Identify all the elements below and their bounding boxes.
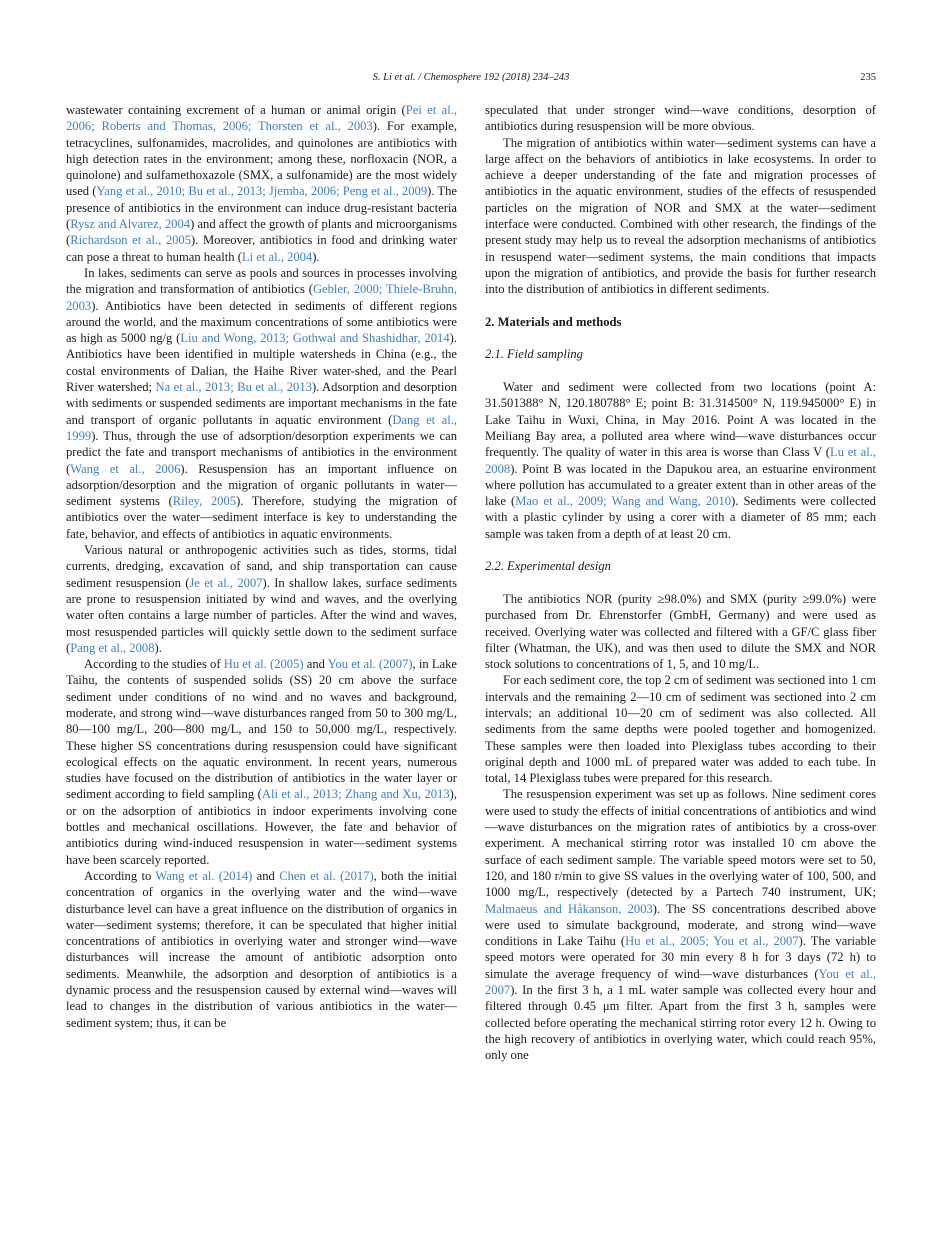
body-text: ). Thus, through the use of adsorption/desorption experiments we can predict the fate and transport mechanisms of antibiotics in the environment ( [66, 428, 457, 476]
body-text: ). [154, 640, 162, 655]
citation-link[interactable]: Malmaeus and Håkanson, 2003 [485, 901, 653, 916]
body-text: ). Point B was located in the Dapukou area, an estuarine environment where pollution has accumulated to a greater extent than in other areas of the lake ( [485, 461, 876, 509]
citation-link[interactable]: Richardson et al., 2005 [70, 233, 192, 248]
body-text: speculated that under stronger wind—wave conditions, desorption of antibiotics during resuspension will be more obvious. [485, 103, 876, 134]
paragraph [66, 656, 457, 868]
citation-link[interactable]: Wang et al., 2006 [70, 461, 181, 476]
body-text: For each sediment core, the top 2 cm of sediment was sectioned into 1 cm intervals and the remaining 2—10 cm of sediment was sectioned into 2 cm intervals; an additional 10—20 cm of sediment was also collected. All sediments from the same depths were pooled together and homogenized. These samples were then loaded into Plexiglass tubes according to their original depth and 1000 mL of prepared water was added to each tube. In total, 14 Plexiglass tubes were prepared for this research. [485, 673, 876, 786]
body-text: ). In shallow lakes, surface sediments are prone to resuspension initiated by wind and waves, and the overlying water often contains a large number of particles. After the wind and waves, most resuspended particles will quickly settle down to the sediment surface ( [66, 575, 457, 655]
paragraph [485, 102, 876, 135]
body-text: Various natural or anthropogenic activities such as tides, storms, tidal currents, dredging, excavation of sand, and ship transportation can cause sediment resuspension ( [66, 543, 457, 590]
body-text: ). The SS concentrations described above were used to simulate background, moderate, and strong wind—wave conditions in Lake Taihu ( [485, 901, 876, 949]
paragraph [485, 786, 876, 1063]
body-text: According to the studies of [84, 657, 224, 672]
body-text: ) and affect the growth of plants and microorganisms ( [66, 217, 457, 248]
citation-link[interactable]: Pang et al., 2008 [70, 640, 155, 655]
body-text: The resuspension experiment was set up as follows. Nine sediment cores were used to study the effects of initial concentrations of antibiotics and wind—wave disturbances on the migration rates of antibiotics by a cross-over experiment. A mechanical stirring rotor was installed 10 cm above the surface of each sediment sample. The variable speed motors were set to 50, 120, and 180 r/min to give SS values in the overlying water of 100, 500, and 1000 mg/L, respectively (detected by a Partech 740 instrument, UK; [485, 787, 876, 900]
citation-link[interactable]: Rysz and Alvarez, 2004 [70, 217, 191, 232]
body-text: ), or on the adsorption of antibiotics in indoor experiments involving cone bottles and mechanical oscillations. However, the fate and behavior of antibiotics during wind-induced resuspension in water—sediment systems have been scarcely reported. [66, 787, 457, 867]
page-number: 235 [860, 72, 876, 83]
paragraph [66, 542, 457, 656]
paragraph [485, 379, 876, 542]
citation-link[interactable]: Chen et al. (2017) [279, 868, 374, 883]
citation-link[interactable]: Riley, 2005 [172, 494, 237, 509]
paragraph [66, 102, 457, 265]
body-text: ). For example, tetracyclines, sulfonamides, macrolides, and quinolones are antibiotics with high detection rates in the environment; among these, norfloxacin (NOR, a quinolone) and sulfamethoxazole (SMX, a sulfonamide) are the most widely used ( [66, 119, 457, 199]
body-text: In lakes, sediments can serve as pools and sources in processes involving the migration and transformation of antibiotics ( [66, 265, 457, 297]
body-text: ). Therefore, studying the migration of antibiotics over the water—sediment interface is key to understanding the fate, behavior, and effects of antibiotics in aquatic environments. [66, 494, 458, 541]
citation-link[interactable]: Je et al., 2007 [189, 575, 263, 590]
body-text: The antibiotics NOR (purity ≥98.0%) and SMX (purity ≥99.0%) were purchased from Dr. Ehrenstorfer (GmbH, Germany) and were used as received. Overlying water was collected and filtered with a GF/C glass fiber filter (Whatman, the UK), and was then used to dilute the SMX and NOR stock solutions to concentrations of 1, 5, and 10 mg/L. [485, 591, 876, 672]
body-text: ). Moreover, antibiotics in food and drinking water can pose a threat to human health ( [66, 233, 457, 264]
right-column [485, 102, 876, 1064]
citation-link[interactable]: You et al. (2007) [327, 657, 413, 672]
body-text: and [303, 657, 328, 672]
citation-link[interactable]: Dang et al., 1999 [66, 412, 457, 443]
paragraph [66, 868, 457, 1031]
paragraph [485, 591, 876, 672]
citation-link[interactable]: Hu et al. (2005) [223, 657, 304, 672]
body-text: , both the initial concentration of organics in the overlying water and the wind—wave disturbance level can have a great influence on the distribution of organics in water—sediment systems; therefore, it can be speculated that higher initial concentrations of antibiotics in overlying water and stronger wind—wave disturbances will increase the amount of antibiotic adsorption onto sediments. Meanwhile, the adsorption and desorption of antibiotics is a dynamic process and the resuspension caused by external wind—waves will lead to changes in the distribution of various antibiotics in the water—sediment system; thus, it can be [66, 868, 457, 1030]
body-text: The migration of antibiotics within water—sediment systems can have a large affect on the behaviors of antibiotics in lake ecosystems. In order to achieve a deeper understanding of the fate and migration processes of antibiotics in the aquatic environment, studies of the effects of resuspended particles on the migration of NOR and SMX at the water—sediment interface were conducted. Combined with other research, the findings of the present study may help us to reveal the adsorption mechanisms of antibiotics in resuspend water—sediment systems, the main conditions that impacts upon the migration of antibiotics, and provide the basis for further research into the distribution of antibiotics in different sediments. [485, 135, 876, 297]
citation-link[interactable]: Gebler, 2000; Thiele-Bruhn, 2003 [66, 282, 457, 313]
paragraph [66, 265, 457, 542]
citation-link[interactable]: Na et al., 2013; Bu et al., 2013 [155, 380, 312, 395]
subsection-heading: 2.1. Field sampling [485, 347, 583, 362]
body-text: , in Lake Taihu, the contents of suspended solids (SS) 20 cm above the surface sediment under conditions of no wind and no waves and background, moderate, and strong wind—wave disturbances ranged from 50 to 300 mg/L, 80—100 mg/L, 200—800 mg/L, and 150 to 50,000 mg/L, respectively. These higher SS concentrations during resuspension could have significant ecological effects on the aquatic environment. In recent years, numerous studies have focused on the distribution of antibiotics in the water layer or sediment according to field sampling ( [66, 657, 457, 802]
citation-link[interactable]: Mao et al., 2009; Wang and Wang, 2010 [515, 494, 732, 509]
body-text: ). Resuspension has an important influence on adsorption/desorption and the migration of organic pollutants in water—sediment systems ( [66, 461, 457, 509]
body-text: ). The presence of antibiotics in the environment can induce drug-resistant bacteria ( [66, 184, 457, 232]
citation-link[interactable]: Yang et al., 2010; Bu et al., 2013; Jjemba, 2006; Peng et al., 2009 [96, 184, 428, 199]
body-text: wastewater containing excrement of a human or animal origin ( [66, 103, 406, 117]
running-header [66, 72, 876, 88]
body-text: According to [84, 868, 156, 883]
body-text: ). The variable speed motors were operated for 30 min every 8 h for 3 days (72 h) to simulate the average frequency of wind—wave disturbances ( [485, 934, 876, 981]
paragraph [485, 135, 876, 298]
body-text: ). Antibiotics have been identified in multiple watersheds in China (e.g., the costal environments of Dalian, the Haihe River water-shed, and the Pearl River watershed; [66, 331, 457, 395]
body-text: ). Sediments were collected with a plastic cylinder by using a corer with a diameter of 85 mm; each sample was taken from a depth of at least 20 cm. [485, 494, 876, 541]
body-text: Water and sediment were collected from two locations (point A: 31.501388° N, 120.180788° E; point B: 31.314500° N, 119.945000° E) in Lake Taihu in Wuxi, China, in May 2016. Point A was located in the Meiliang Bay area, a polluted area where wind—wave disturbances occur frequently. The quality of water in this area is worse than Class V ( [485, 380, 876, 460]
citation-link[interactable]: Wang et al. (2014) [155, 868, 253, 883]
paragraph [485, 672, 876, 786]
body-text: ). [312, 249, 320, 264]
citation-link[interactable]: Pei et al., 2006; Roberts and Thomas, 2006; Thorsten et al., 2003 [66, 103, 457, 134]
body-text: ). In the first 3 h, a 1 mL water sample was collected every hour and filtered through 0.45 μm filter. Apart from the first 3 h, samples were collected before operating the mechanical stirring rotor every 12 h. Owing to the high recovery of antibiotics in overlying water, which could reach 95%, only one [485, 983, 876, 1063]
body-text: and [252, 868, 280, 883]
citation-link[interactable]: Hu et al., 2005; You et al., 2007 [625, 934, 799, 949]
journal-citation: S. Li et al. / Chemosphere 192 (2018) 234–243 [372, 72, 570, 83]
subsection-heading: 2.2. Experimental design [485, 559, 611, 574]
citation-link[interactable]: Ali et al., 2013; Zhang and Xu, 2013 [261, 787, 450, 802]
citation-link[interactable]: Liu and Wong, 2013; Gothwal and Shashidhar, 2014 [180, 331, 450, 346]
left-column [66, 102, 457, 1031]
body-text: ). Adsorption and desorption with sediments or suspended sediments are important mechanisms in the fate and transport of organic pollutants in aquatic environment ( [66, 380, 458, 427]
spacer [485, 542, 876, 558]
body-text: ). Antibiotics have been detected in sediments of different regions around the world, and the maximum concentrations of some antibiotics were as high as 5000 ng/g ( [66, 298, 457, 346]
section-heading: 2. Materials and methods [485, 314, 622, 329]
citation-link[interactable]: You et al., 2007 [485, 966, 877, 998]
citation-link[interactable]: Li et al., 2004 [241, 249, 313, 264]
citation-link[interactable]: Lu et al., 2008 [485, 445, 876, 476]
